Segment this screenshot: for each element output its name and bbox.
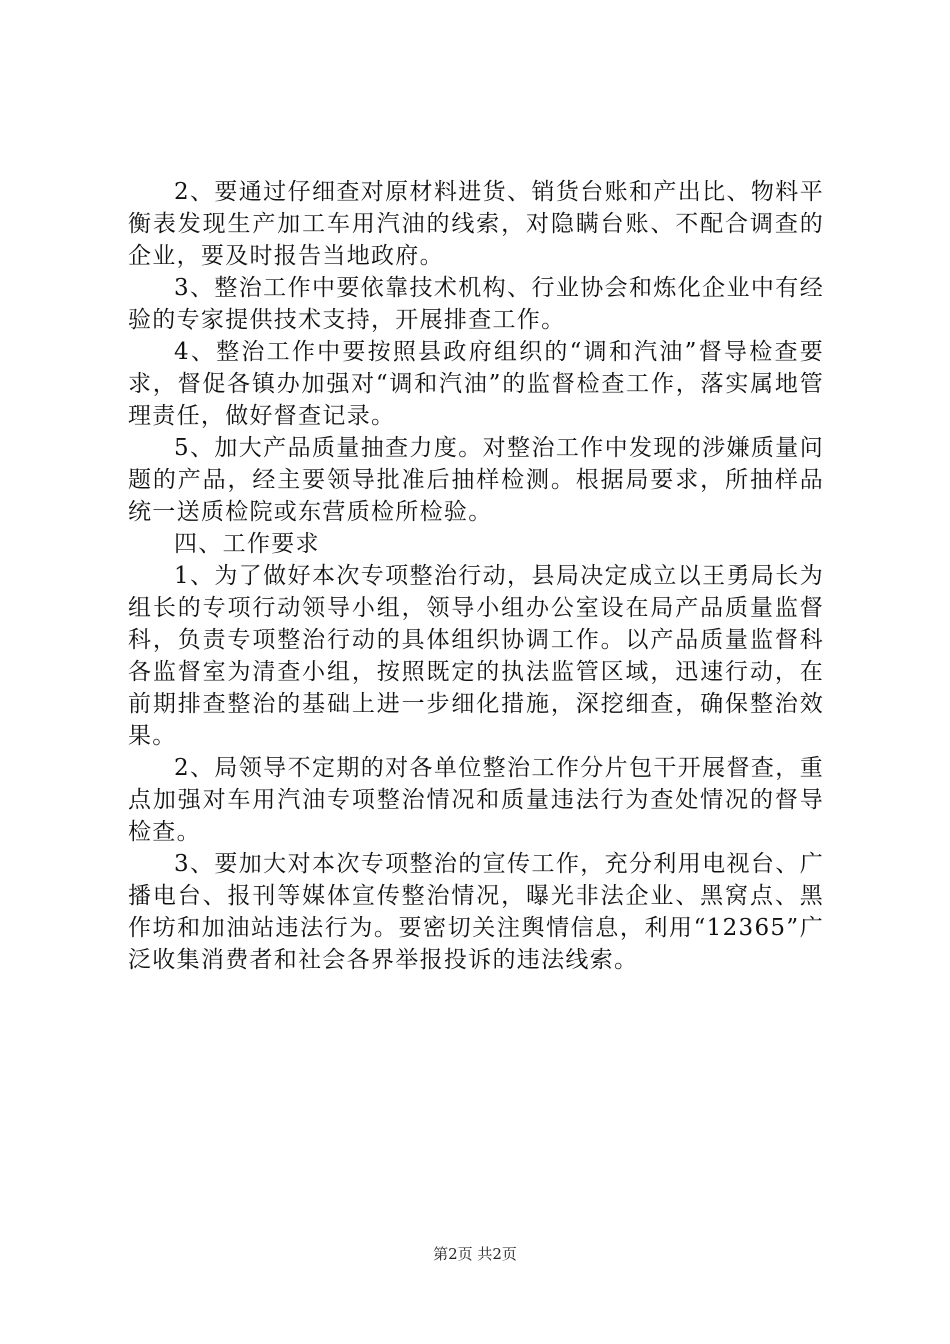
paragraph-item-2: 2、要通过仔细查对原材料进货、销货台账和产出比、物料平衡表发现生产加工车用汽油的线索，对隐瞒台账、不配合调查的企业，要及时报告当地政府。 [128,179,824,269]
paragraph-item-3: 3、整治工作中要依靠技术机构、行业协会和炼化企业中有经验的专家提供技术支持，开展排查工作。 [128,275,824,333]
requirement-item-1: 1、为了做好本次专项整治行动，县局决定成立以王勇局长为组长的专项行动领导小组，领导小组办公室设在局产品质量监督科，负责专项整治行动的具体组织协调工作。以产品质量监督科各监督室为清查小组，按照既定的执法监管区域，迅速行动，在前期排查整治的基础上进一步细化措施，深挖细查，确保整治效果。 [128,563,824,749]
section-heading-work-requirements: 四、工作要求 [174,531,320,557]
document-body [128,176,824,976]
requirement-item-3: 3、要加大对本次专项整治的宣传工作，充分利用电视台、广播电台、报刊等媒体宣传整治情况，曝光非法企业、黑窝点、黑作坊和加油站违法行为。要密切关注舆情信息，利用“12365”广泛收集消费者和社会各界举报投诉的违法线索。 [128,851,824,973]
page-number-footer: 第2页 共2页 [433,1245,517,1263]
requirement-item-2: 2、局领导不定期的对各单位整治工作分片包干开展督查，重点加强对车用汽油专项整治情况和质量违法行为查处情况的督导检查。 [128,755,824,845]
paragraph-item-4: 4、整治工作中要按照县政府组织的“调和汽油”督导检查要求，督促各镇办加强对“调和汽油”的监督检查工作，落实属地管理责任，做好督查记录。 [128,339,824,429]
paragraph-item-5: 5、加大产品质量抽查力度。对整治工作中发现的涉嫌质量问题的产品，经主要领导批准后抽样检测。根据局要求，所抽样品统一送质检院或东营质检所检验。 [128,435,824,525]
